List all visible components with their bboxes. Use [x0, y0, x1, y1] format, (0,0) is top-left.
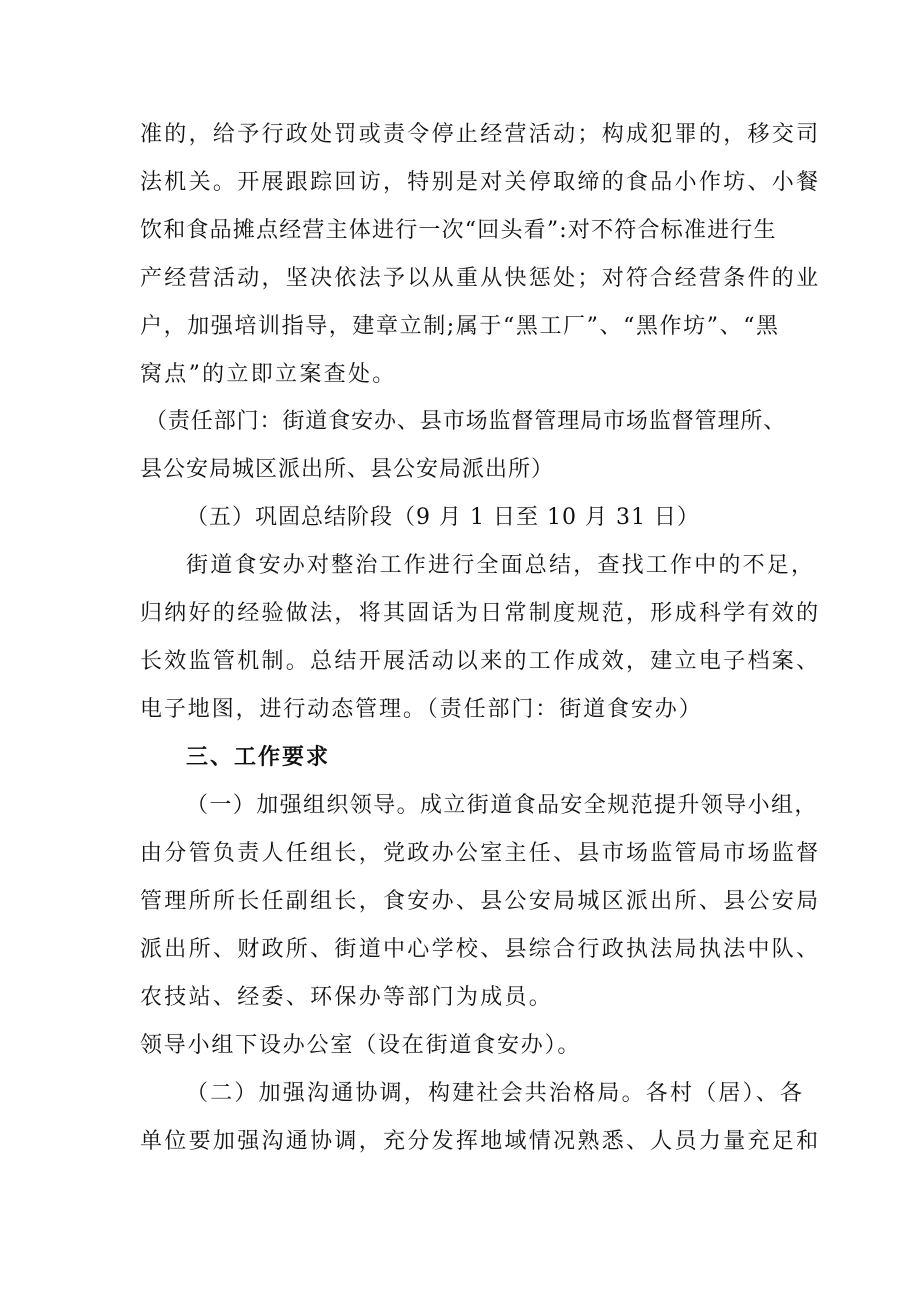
paragraph-line: 准的，给予行政处罚或责令停止经营活动；构成犯罪的，移交司 — [140, 122, 821, 147]
paragraph-line: 归纳好的经验做法，将其固话为日常制度规范，形成科学有效的 — [140, 601, 821, 626]
section-heading: 三、工作要求 — [186, 745, 331, 770]
section-subheading: （五）巩固总结阶段（9 月 1 日至 10 月 31 日） — [186, 505, 700, 530]
responsibility-note-line: （责任部门：街道食安办、县市场监督管理局市场监督管理所、 — [145, 409, 787, 434]
paragraph-line: 农技站、经委、环保办等部门为成员。 — [140, 985, 554, 1010]
paragraph-line: 派出所、财政所、街道中心学校、县综合行政执法局执法中队、 — [140, 937, 821, 962]
paragraph-line: （一）加强组织领导。成立街道食品安全规范提升领导小组， — [186, 793, 818, 818]
paragraph-line: 电子地图，进行动态管理。（责任部门：街道食安办） — [140, 697, 703, 722]
paragraph-line: 产经营活动，坚决依法予以从重从快惩处；对符合经营条件的业 — [140, 266, 821, 291]
paragraph-line: 窝点”的立即立案查处。 — [140, 362, 397, 387]
paragraph-line: 单位要加强沟通协调，充分发挥地域情况熟悉、人员力量充足和 — [140, 1129, 821, 1154]
paragraph-line: 户，加强培训指导，建章立制;属于“黑工厂”、“黑作坊”、“黑 — [140, 314, 780, 339]
paragraph-line: 法机关。开展跟踪回访，特别是对关停取缔的食品小作坊、小餐 — [140, 170, 821, 195]
paragraph-line: 饮和食品摊点经营主体进行一次“回头看”:对不符合标准进行生 — [140, 218, 777, 243]
paragraph-line: 领导小组下设办公室（设在街道食安办）。 — [140, 1033, 582, 1058]
paragraph-line: （二）加强沟通协调，构建社会共治格局。各村（居）、各 — [186, 1081, 805, 1106]
paragraph-line: 街道食安办对整治工作进行全面总结，查找工作中的不足， — [186, 553, 816, 578]
paragraph-line: 长效监管机制。总结开展活动以来的工作成效，建立电子档案、 — [140, 649, 821, 674]
responsibility-note-line: 县公安局城区派出所、县公安局派出所） — [140, 457, 555, 482]
paragraph-line: 由分管负责人任组长，党政办公室主任、县市场监管局市场监督 — [140, 841, 821, 866]
paragraph-line: 管理所所长任副组长，食安办、县公安局城区派出所、县公安局 — [140, 889, 821, 914]
